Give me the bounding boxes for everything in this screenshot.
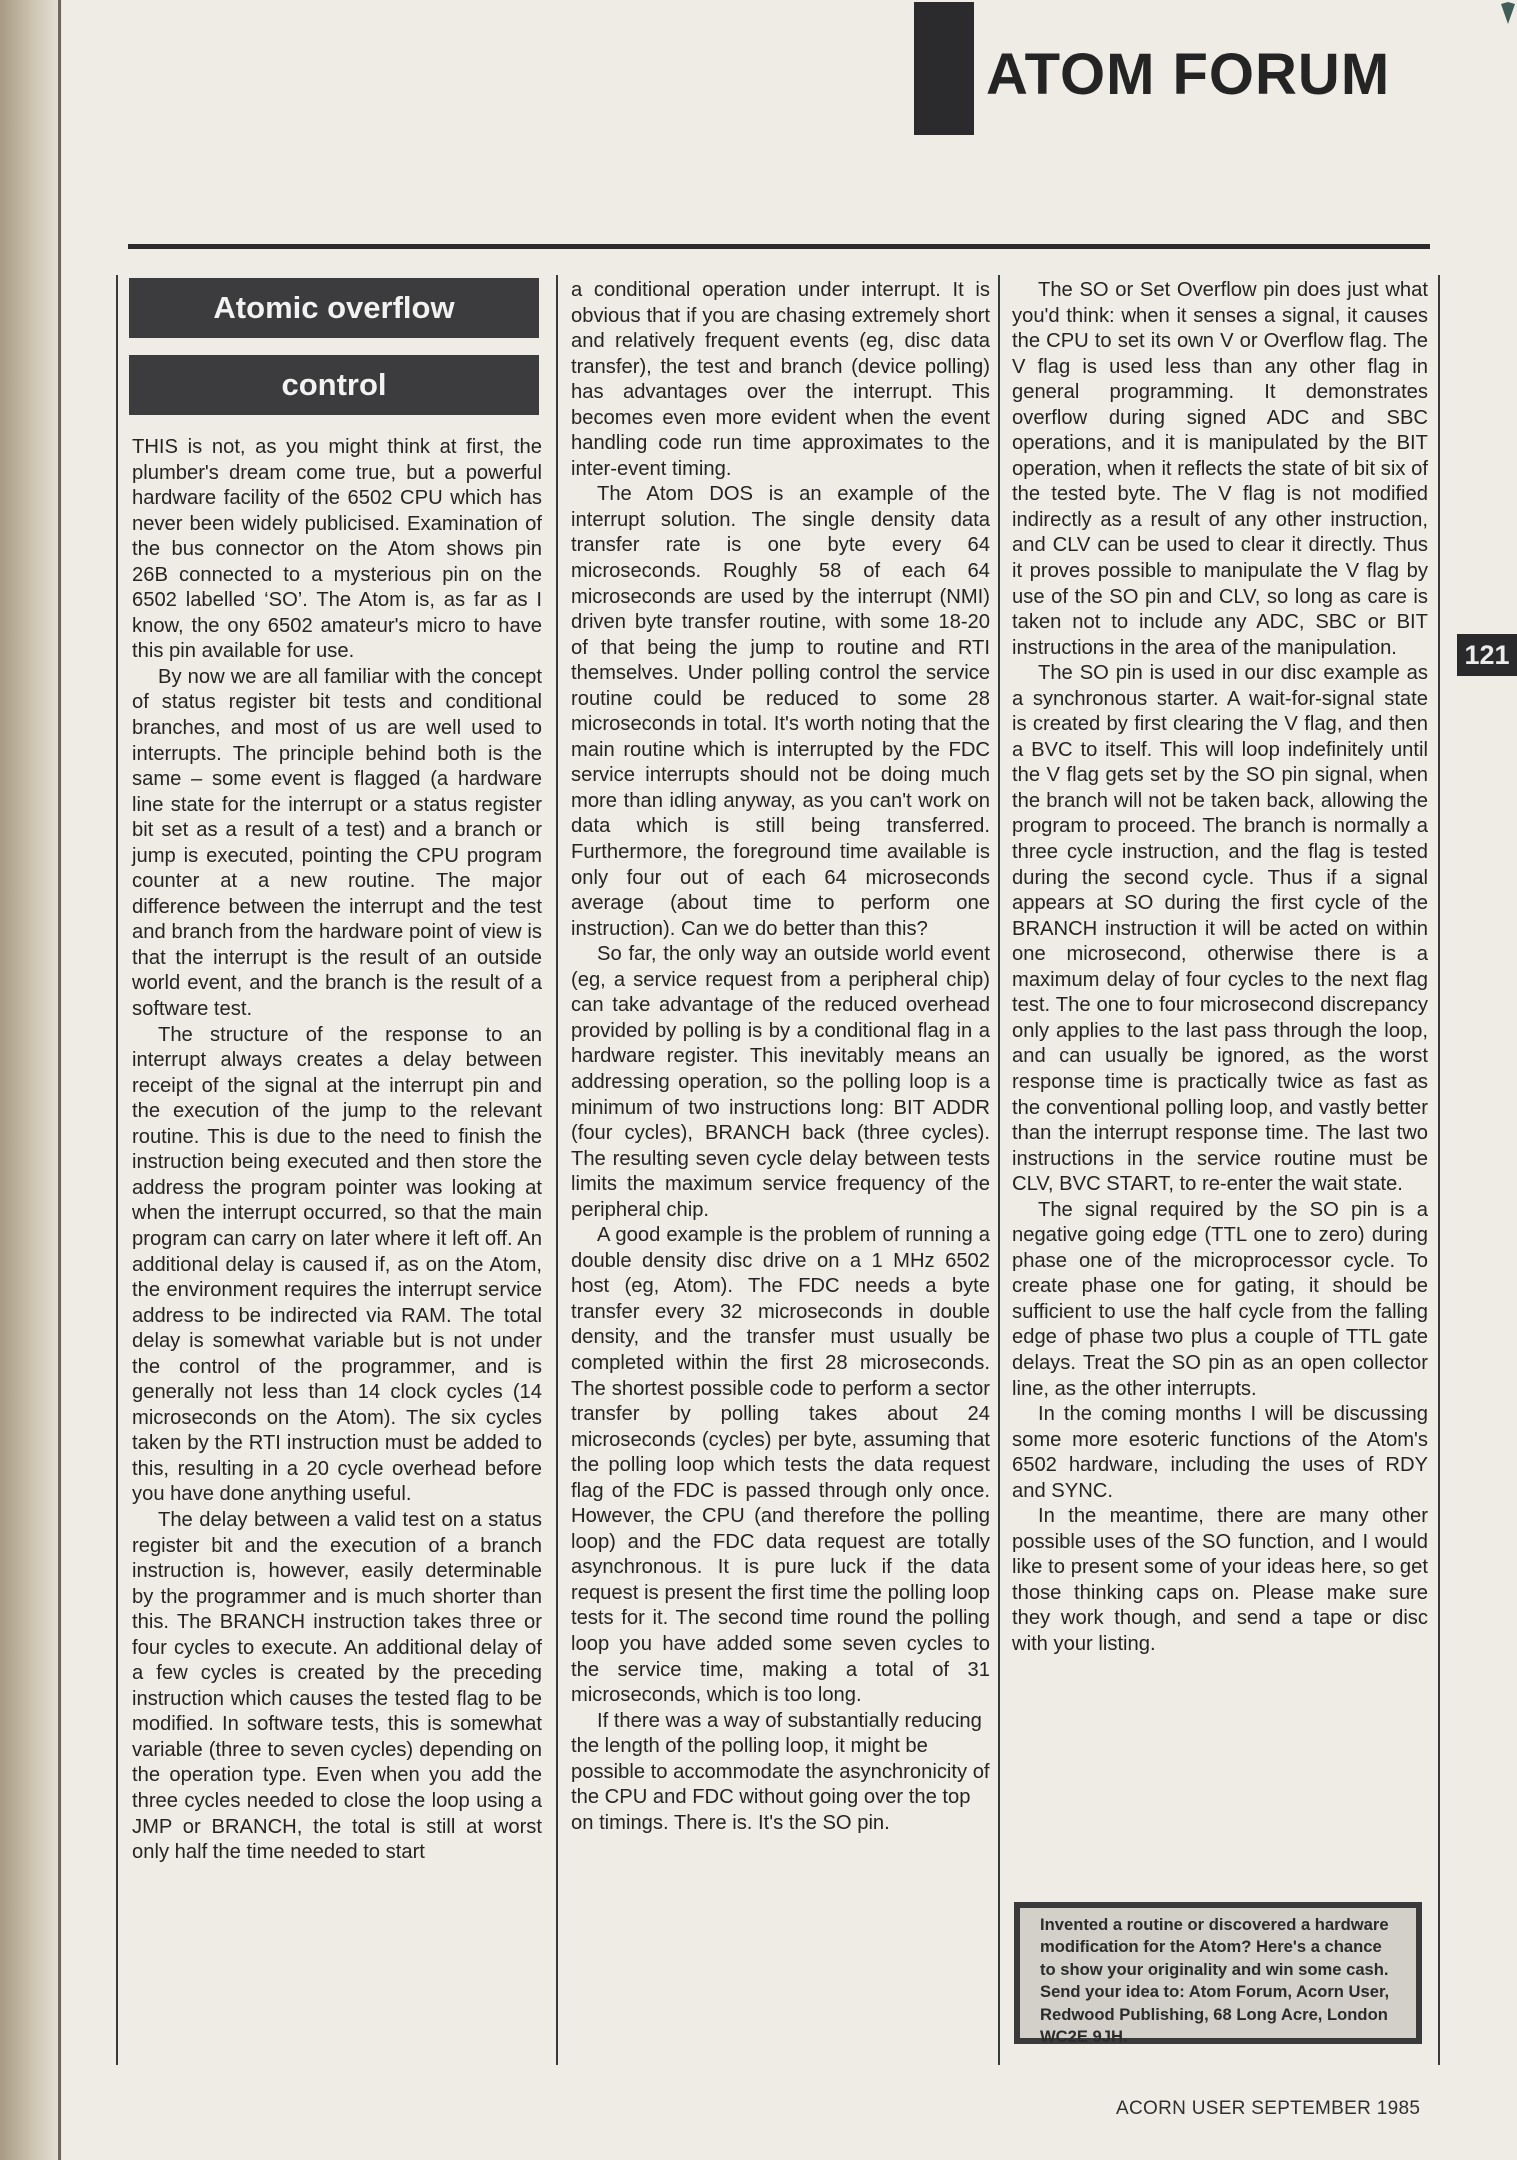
article-column-1 <box>132 278 542 1866</box>
article-title-line-1: Atomic overflow <box>129 278 539 338</box>
page-footer: ACORN USER SEPTEMBER 1985 <box>1116 2098 1421 2119</box>
paragraph: The delay between a valid test on a status register bit and the execution of a branch instruction is, however, easily determinable by the programmer and is much shorter than this. The BRANCH instruction takes three or four cycles to execute. An additional delay of a few cycles is created by the preceding instruction which causes the tested flag to be modified. In software tests, this is somewhat variable (three to seven cycles) depending on the operation type. Even when you add the three cycles needed to close the loop using a JMP or BRANCH, the total is still at worst only half the time needed to start <box>132 1508 542 1864</box>
article-column-2 <box>571 278 990 1836</box>
column-divider <box>116 275 118 2065</box>
bookmark-icon <box>1499 2 1517 24</box>
paragraph: By now we are all familiar with the concept of status register bit tests and conditional branches, and most of us are well used to interrupts. The principle behind both is the same – some event is flagged (a hardware line state for the interrupt or a status register bit set as a result of a test) and a branch or jump is executed, pointing the CPU program counter at a new routine. The major difference between the interrupt and the test and branch from the hardware point of view is that the interrupt is the result of an outside world event, and the branch is the result of a software test. <box>132 665 542 1021</box>
page-binding-shadow <box>0 0 62 2160</box>
paragraph: The signal required by the SO pin is a negative going edge (TTL one to zero) during phase one of the microprocessor cycle. To create phase one for gating, it should be sufficient to use the half cycle from the falling edge of phase two plus a couple of TTL gate delays. Treat the SO pin as an open collector line, as the other interrupts. <box>1012 1198 1428 1400</box>
paragraph: In the coming months I will be discussing some more esoteric functions of the Atom's 6502 hardware, including the uses of RDY and SYNC. <box>1012 1403 1428 1502</box>
submission-notice-text: Invented a routine or discovered a hardware modification for the Atom? Here's a chance to show your originality and win some cash. Send your idea to: Atom Forum, Acorn User, Redwood Publishing, 68 Long Acre, London WC2E 9JH. <box>1020 1908 1416 2038</box>
paragraph: The SO or Set Overflow pin does just what you'd think: when it senses a signal, it causes the CPU to set its own V or Overflow flag. The V flag is used less than any other flag in general programming. It demonstrates overflow during signed ADC and SBC operations, and it is manipulated by the BIT operation, when it reflects the state of bit six of the tested byte. The V flag is not modified indirectly as a result of any other instruction, and CLV can be used to clear it directly. Thus it proves possible to manipulate the V flag by use of the SO pin and CLV, so long as care is taken not to include any ADC, SBC or BIT instructions in the area of the manipulation. <box>1012 279 1428 659</box>
section-title: ATOM FORUM <box>986 42 1391 107</box>
header-bar-block <box>914 2 974 135</box>
header-rule <box>128 244 1430 249</box>
paragraph: a conditional operation under interrupt. It is obvious that if you are chasing extremely short and relatively frequent events (eg, disc data transfer), the test and branch (device polling) has advantages over the interrupt. This becomes even more evident when the event handling code run time approximates to the inter-event timing. <box>571 279 990 480</box>
paragraph: So far, the only way an outside world event (eg, a service request from a peripheral chip) can take advantage of the reduced overhead provided by polling is by a conditional flag in a hardware register. This inevitably means an addressing operation, so the polling loop is a minimum of two instructions long: BIT ADDR (four cycles), BRANCH back (three cycles). The resulting seven cycle delay between tests limits the maximum service frequency of the peripheral chip. <box>571 943 990 1221</box>
paragraph: The structure of the response to an interrupt always creates a delay between receipt of the signal at the interrupt pin and the execution of the jump to the relevant routine. This is due to the need to finish the instruction being executed and then store the address the program pointer was looking at when the interrupt occurred, so that the main program can carry on later where it left off. An additional delay is caused if, as on the Atom, the environment requires the interrupt service address to be indirected via RAM. The total delay is somewhat variable but is not under the control of the programmer, and is generally not less than 14 clock cycles (14 microseconds on the Atom). The six cycles taken by the RTI instruction must be added to this, resulting in a 20 cycle overhead before you have done anything useful. <box>132 1023 542 1506</box>
column-divider <box>1438 275 1440 2065</box>
page-number-tab: 121 <box>1457 634 1517 676</box>
paragraph: The Atom DOS is an example of the interrupt solution. The single density data transfer rate is one byte every 64 microseconds. Roughly 58 of each 64 microseconds are used by the interrupt (NMI) driven byte transfer routine, with some 18-20 of that being the jump to routine and RTI themselves. Under polling control the service routine could be reduced to some 28 microseconds in total. It's worth noting that the main routine which is interrupted by the FDC service interrupts should not be doing much more than idling anyway, as you can't work on data which is still being transferred. Furthermore, the foreground time available is only four out of each 64 microseconds average (about time to perform one instruction). Can we do better than this? <box>571 483 990 940</box>
paragraph: The SO pin is used in our disc example as a synchronous starter. A wait-for-signal state is created by first clearing the V flag, and then a BVC to itself. This will loop indefinitely until the V flag gets set by the SO pin signal, when the branch will not be taken back, allowing the program to proceed. The branch is normally a three cycle instruction, and the flag is tested during the second cycle. Thus if a signal appears at SO during the first cycle of the BRANCH instruction it will be acted on within one microsecond, otherwise there is a maximum delay of four cycles to the next flag test. The one to four microsecond discrepancy only applies to the last pass through the loop, and can usually be ignored, as the worst response time is practically twice as fast as the conventional polling loop, and vastly better than the interrupt response time. The last two instructions in the service routine must be CLV, BVC START, to re-enter the wait state. <box>1012 662 1428 1196</box>
paragraph: If there was a way of substantially reducing the length of the polling loop, it might be possible to accommodate the asynchronicity of the CPU and FDC without going over the top on timings. There is. It's the SO pin. <box>571 1709 990 1834</box>
column-divider <box>998 275 1000 2065</box>
binding-edge <box>58 0 61 2160</box>
submission-notice-box <box>1014 1902 1422 2047</box>
paragraph: THIS is not, as you might think at first, the plumber's dream come true, but a powerful hardware facility of the 6502 CPU which has never been widely publicised. Examination of the bus connector on the Atom shows pin 26B connected to a mysterious pin on the 6502 labelled ‘SO’. The Atom is, as far as I know, the ony 6502 amateur's micro to have this pin available for use. <box>132 436 542 663</box>
article-title-line-2: control <box>129 355 539 415</box>
paragraph: A good example is the problem of running a double density disc drive on a 1 MHz 6502 host (eg, Atom). The FDC needs a byte transfer every 32 microseconds in double density, and the transfer must usually be completed within the first 28 microseconds. The shortest possible code to perform a sector transfer by polling takes about 24 microseconds (cycles) per byte, assuming that the polling loop which tests the data request flag of the FDC is passed through only once. However, the CPU (and therefore the polling loop) and the FDC data request are totally asynchronous. It is pure luck if the data request is present the first time the polling loop tests for it. The second time round the polling loop you have added some seven cycles to the service time, making a total of 31 microseconds, which is too long. <box>571 1224 990 1707</box>
paragraph: In the meantime, there are many other possible uses of the SO function, and I would like to present some of your ideas here, so get those thinking caps on. Please make sure they work though, and send a tape or disc with your listing. <box>1012 1505 1428 1655</box>
column-divider <box>556 275 558 2065</box>
article-column-3 <box>1012 278 1428 1658</box>
